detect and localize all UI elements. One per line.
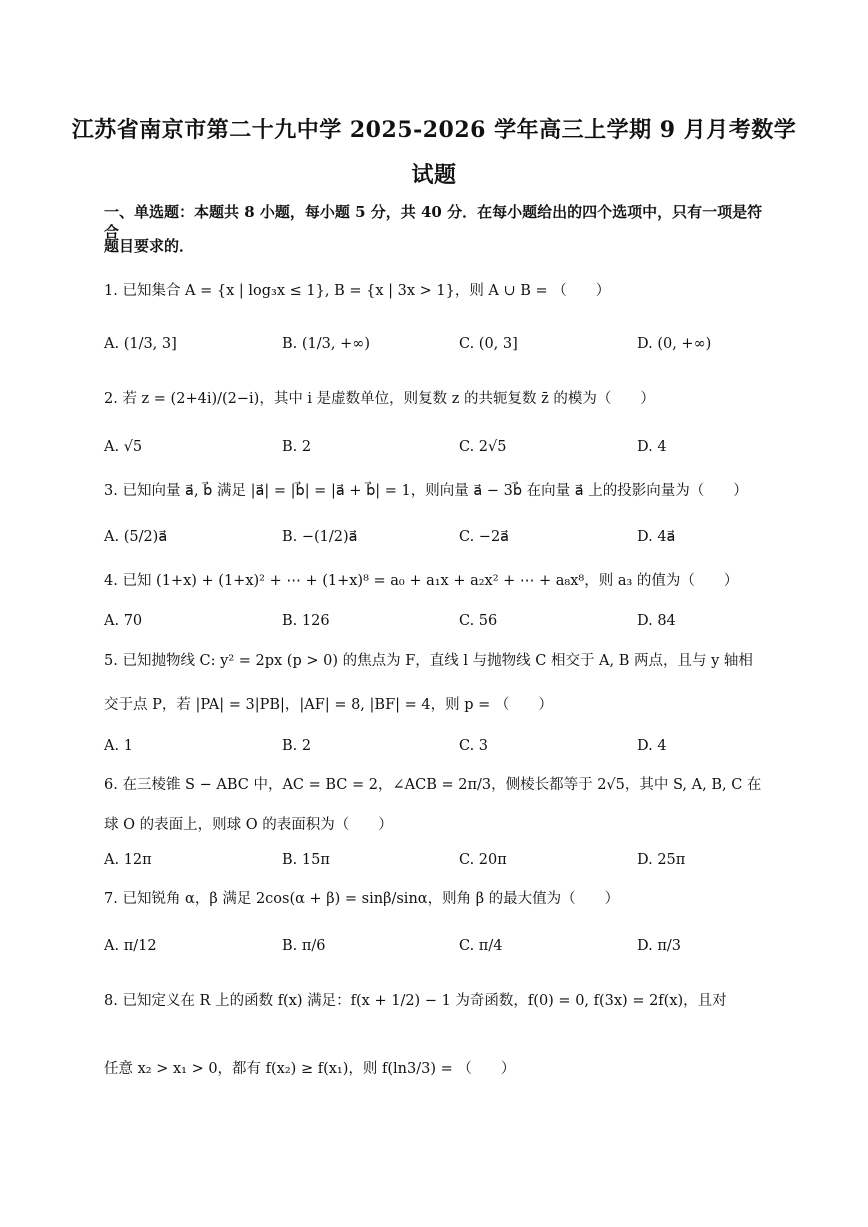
question-3-stem: 3. 已知向量 a⃗, b⃗ 满足 |a⃗| = |b⃗| = |a⃗ + b⃗| = 1，则向量 a⃗ − 3b⃗ 在向量 a⃗ 上的投影向量为（ ）	[104, 483, 748, 499]
question-5-option-c: C. 3	[459, 738, 489, 754]
question-4-option-d: D. 84	[637, 613, 676, 629]
question-1-option-c: C. (0, 3]	[459, 336, 518, 352]
question-3-option-d: D. 4a⃗	[637, 529, 676, 545]
question-7-option-b: B. π/6	[282, 938, 326, 954]
question-5-option-b: B. 2	[282, 738, 312, 754]
section-heading-continued: 题目要求的．	[104, 237, 195, 255]
question-3-option-a: A. (5/2)a⃗	[104, 529, 168, 545]
question-2-option-b: B. 2	[282, 439, 312, 455]
question-1-stem: 1. 已知集合 A = {x | log₃x ≤ 1}, B = {x | 3x > 1}，则 A ∪ B = （ ）	[104, 283, 611, 299]
question-7-option-a: A. π/12	[104, 938, 157, 954]
question-6-stem-continued: 球 O 的表面上，则球 O 的表面积为（ ）	[104, 817, 393, 833]
question-3-option-b: B. −(1/2)a⃗	[282, 529, 358, 545]
question-1-option-d: D. (0, +∞)	[637, 336, 712, 352]
question-2-option-c: C. 2√5	[459, 439, 507, 455]
question-6-stem: 6. 在三棱锥 S − ABC 中，AC = BC = 2，∠ACB = 2π/3，侧棱长都等于 2√5，其中 S, A, B, C 在	[104, 777, 762, 793]
question-1-option-b: B. (1/3, +∞)	[282, 336, 370, 352]
question-6-option-a: A. 12π	[104, 852, 152, 868]
question-1-option-a: A. (1/3, 3]	[104, 336, 177, 352]
question-8-stem-continued: 任意 x₂ > x₁ > 0，都有 f(x₂) ≥ f(x₁)，则 f(ln3/3) = （ ）	[104, 1061, 516, 1077]
question-8-stem: 8. 已知定义在 R 上的函数 f(x) 满足：f(x + 1/2) − 1 为奇函数，f(0) = 0, f(3x) = 2f(x)，且对	[104, 993, 727, 1009]
question-2-stem: 2. 若 z = (2+4i)/(2−i)，其中 i 是虚数单位，则复数 z 的共轭复数 z̄ 的模为（ ）	[104, 391, 655, 407]
question-6-option-b: B. 15π	[282, 852, 330, 868]
question-4-option-b: B. 126	[282, 613, 330, 629]
question-5-stem: 5. 已知抛物线 C: y² = 2px (p > 0) 的焦点为 F，直线 l 与抛物线 C 相交于 A, B 两点，且与 y 轴相	[104, 653, 753, 669]
question-4-option-a: A. 70	[104, 613, 143, 629]
question-2-option-d: D. 4	[637, 439, 667, 455]
question-4-option-c: C. 56	[459, 613, 498, 629]
question-4-stem: 4. 已知 (1+x) + (1+x)² + ⋯ + (1+x)⁸ = a₀ + a₁x + a₂x² + ⋯ + a₈x⁸，则 a₃ 的值为（ ）	[104, 573, 739, 589]
question-6-option-c: C. 20π	[459, 852, 507, 868]
question-2-option-a: A. √5	[104, 439, 143, 455]
question-7-stem: 7. 已知锐角 α，β 满足 2cos(α + β) = sinβ/sinα，则角 β 的最大值为（ ）	[104, 891, 620, 907]
question-5-stem-continued: 交于点 P，若 |PA| = 3|PB|，|AF| = 8, |BF| = 4，则 p = （ ）	[104, 697, 553, 713]
question-5-option-d: D. 4	[637, 738, 667, 754]
page-title-continued: 试题	[411, 162, 457, 188]
question-6-option-d: D. 25π	[637, 852, 686, 868]
page-title: 江苏省南京市第二十九中学 2025-2026 学年高三上学期 9 月月考数学	[71, 117, 797, 143]
question-5-option-a: A. 1	[104, 738, 133, 754]
section-heading: 一、单选题：本题共 8 小题，每小题 5 分，共 40 分．在每小题给出的四个选项中，只有一项是符合	[104, 203, 763, 241]
question-7-option-d: D. π/3	[637, 938, 681, 954]
question-7-option-c: C. π/4	[459, 938, 503, 954]
question-3-option-c: C. −2a⃗	[459, 529, 510, 545]
